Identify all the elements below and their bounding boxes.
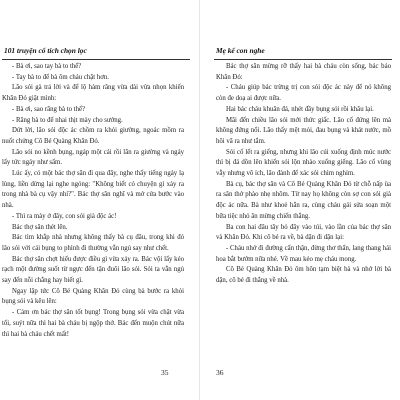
- paragraph: - Cháu nhớ đi đường cẩn thận, đừng thơ thẩn, lang thang hái hoa bắt bướm nữa nhé. Về mau kẻo mẹ cháu mong.: [216, 244, 391, 263]
- paragraph: Dứt lời, lão sói độc ác chồm ra khỏi giường, ngoác mồm ra nuốt chửng Cô Bé Quàng Khăn Đỏ.: [2, 127, 184, 145]
- left-page-number: 35: [161, 368, 169, 377]
- paragraph: Cô Bé Quàng Khăn Đỏ ôm hôn tạm biệt bà và nhớ lời bà dặn, cô bé đi thẳng về nhà.: [216, 266, 391, 285]
- paragraph: Bác thợ săn thét lên.: [12, 223, 68, 231]
- paragraph: Bà cụ, bác thợ săn và Cô Bé Quàng Khăn Đỏ từ chỗ nấp ùa ra sân thở phào nhẹ nhõm. Từ nay họ không còn sợ con sói già độc ác nữa. Bà như khoẻ hẳn ra, cùng cháu gái sửa soạn một bữa tiệc nhỏ ăn mừng chiến thắng.: [216, 180, 391, 220]
- paragraph: Lão sói no kềnh bụng, ngáp một cái rồi lăn ra giường và ngáy lấy tức ngáy như sấm.: [2, 148, 184, 167]
- left-page-header: 101 truyện cổ tích chọn lọc: [4, 46, 87, 55]
- paragraph: Ngay lập tức Cô Bé Quàng Khăn Đỏ cùng bà bước ra khỏi bụng sói và kêu lên:: [2, 287, 184, 306]
- right-page: [200, 0, 400, 400]
- paragraph: Hai bác cháu khuân đá, nhét đầy bụng sói rồi khâu lại.: [226, 105, 374, 113]
- paragraph: - Cháu giúp bác trừng trị con sói độc ác này để nó không còn đe doạ ai được nữa.: [216, 84, 391, 103]
- paragraph: - Thì ra mày ở đây, con sói già độc ác!: [12, 212, 117, 220]
- right-header-rule: [214, 59, 392, 60]
- paragraph: - Cảm ơn bác thợ săn tốt bụng! Trong bụng sói vừa chật vừa tối, suýt nữa thì hai bà cháu bị ngộp thở. Bác đến muộn chút nữa thì hai bà cháu chết mất!: [2, 309, 184, 338]
- paragraph: Lúc ấy, có một bác thợ săn đi qua đây, nghe thấy tiếng ngáy lạ lùng, liền dừng lại nghe ngóng: "Không biết có chuyện gì xảy ra trong nhà bà cụ vậy nhỉ?". Bác thợ săn nghĩ và mở cửa bước vào nhà.: [2, 170, 184, 210]
- paragraph: Bác thợ săn chợt hiểu được điều gì vừa xảy ra. Bác vội lấy kéo rạch một đường suốt từ ngực đến tận đuôi lão sói. Sói ta vẫn ngủ say đến nỗi chẳng hay biết gì.: [2, 255, 184, 285]
- paragraph: Ba con hai đâu tây bỏ đây vào túi, vào lần của bác thợ săn và Khăn Đỏ. Khi cô bé ra về, bà dặn đi dặn lại:: [216, 223, 391, 242]
- paragraph: Bác thợ săn mừng rỡ thấy hai bà cháu còn sống, bác bảo Khăn Đỏ:: [216, 63, 391, 81]
- paragraph: Bác tìm khắp nhà nhưng không thấy bà cụ đâu, trong khi đó lão sói với cái bụng to phình đi thường vẫn ngủ say như chết.: [2, 234, 184, 252]
- paragraph: - Răng bà to để nhai thịt mày cho sướng.: [12, 116, 123, 124]
- left-header-rule: [2, 59, 190, 60]
- paragraph: - Bà ơi, sao tay bà to thế?: [12, 63, 82, 70]
- paragraph: Sói cố lết ra giếng, nhưng khi lão cúi xuống định múc nước thì bị đá dồn lên khiến sói lộn nhào xuống giếng. Lão cố vùng vẫy nhưng vô ích, lão đành để xác sói chìm nghỉm.: [216, 148, 391, 178]
- right-page-body: [216, 62, 391, 287]
- paragraph: Lão sói gà trả lời và để lộ hàm răng vừa dài vừa nhọn khiến Khăn Đỏ giật mình:: [2, 84, 184, 103]
- paragraph: - Tay bà to để bà ôm cháu chặt hơn.: [12, 73, 109, 81]
- paragraph: Mãi đến chiều lão sói mới thức giấc. Lão cố đứng lên mà không đứng nổi. Lão thấy mệt mỏi, đau bụng và khát nước, mồ hôi vã ra như tắm.: [216, 116, 391, 145]
- paragraph: - Bà ơi, sao răng bà to thế?: [12, 105, 86, 113]
- right-page-number: 36: [216, 368, 224, 377]
- right-page-header: Mẹ kể con nghe: [216, 46, 265, 55]
- left-page-body: [2, 62, 184, 340]
